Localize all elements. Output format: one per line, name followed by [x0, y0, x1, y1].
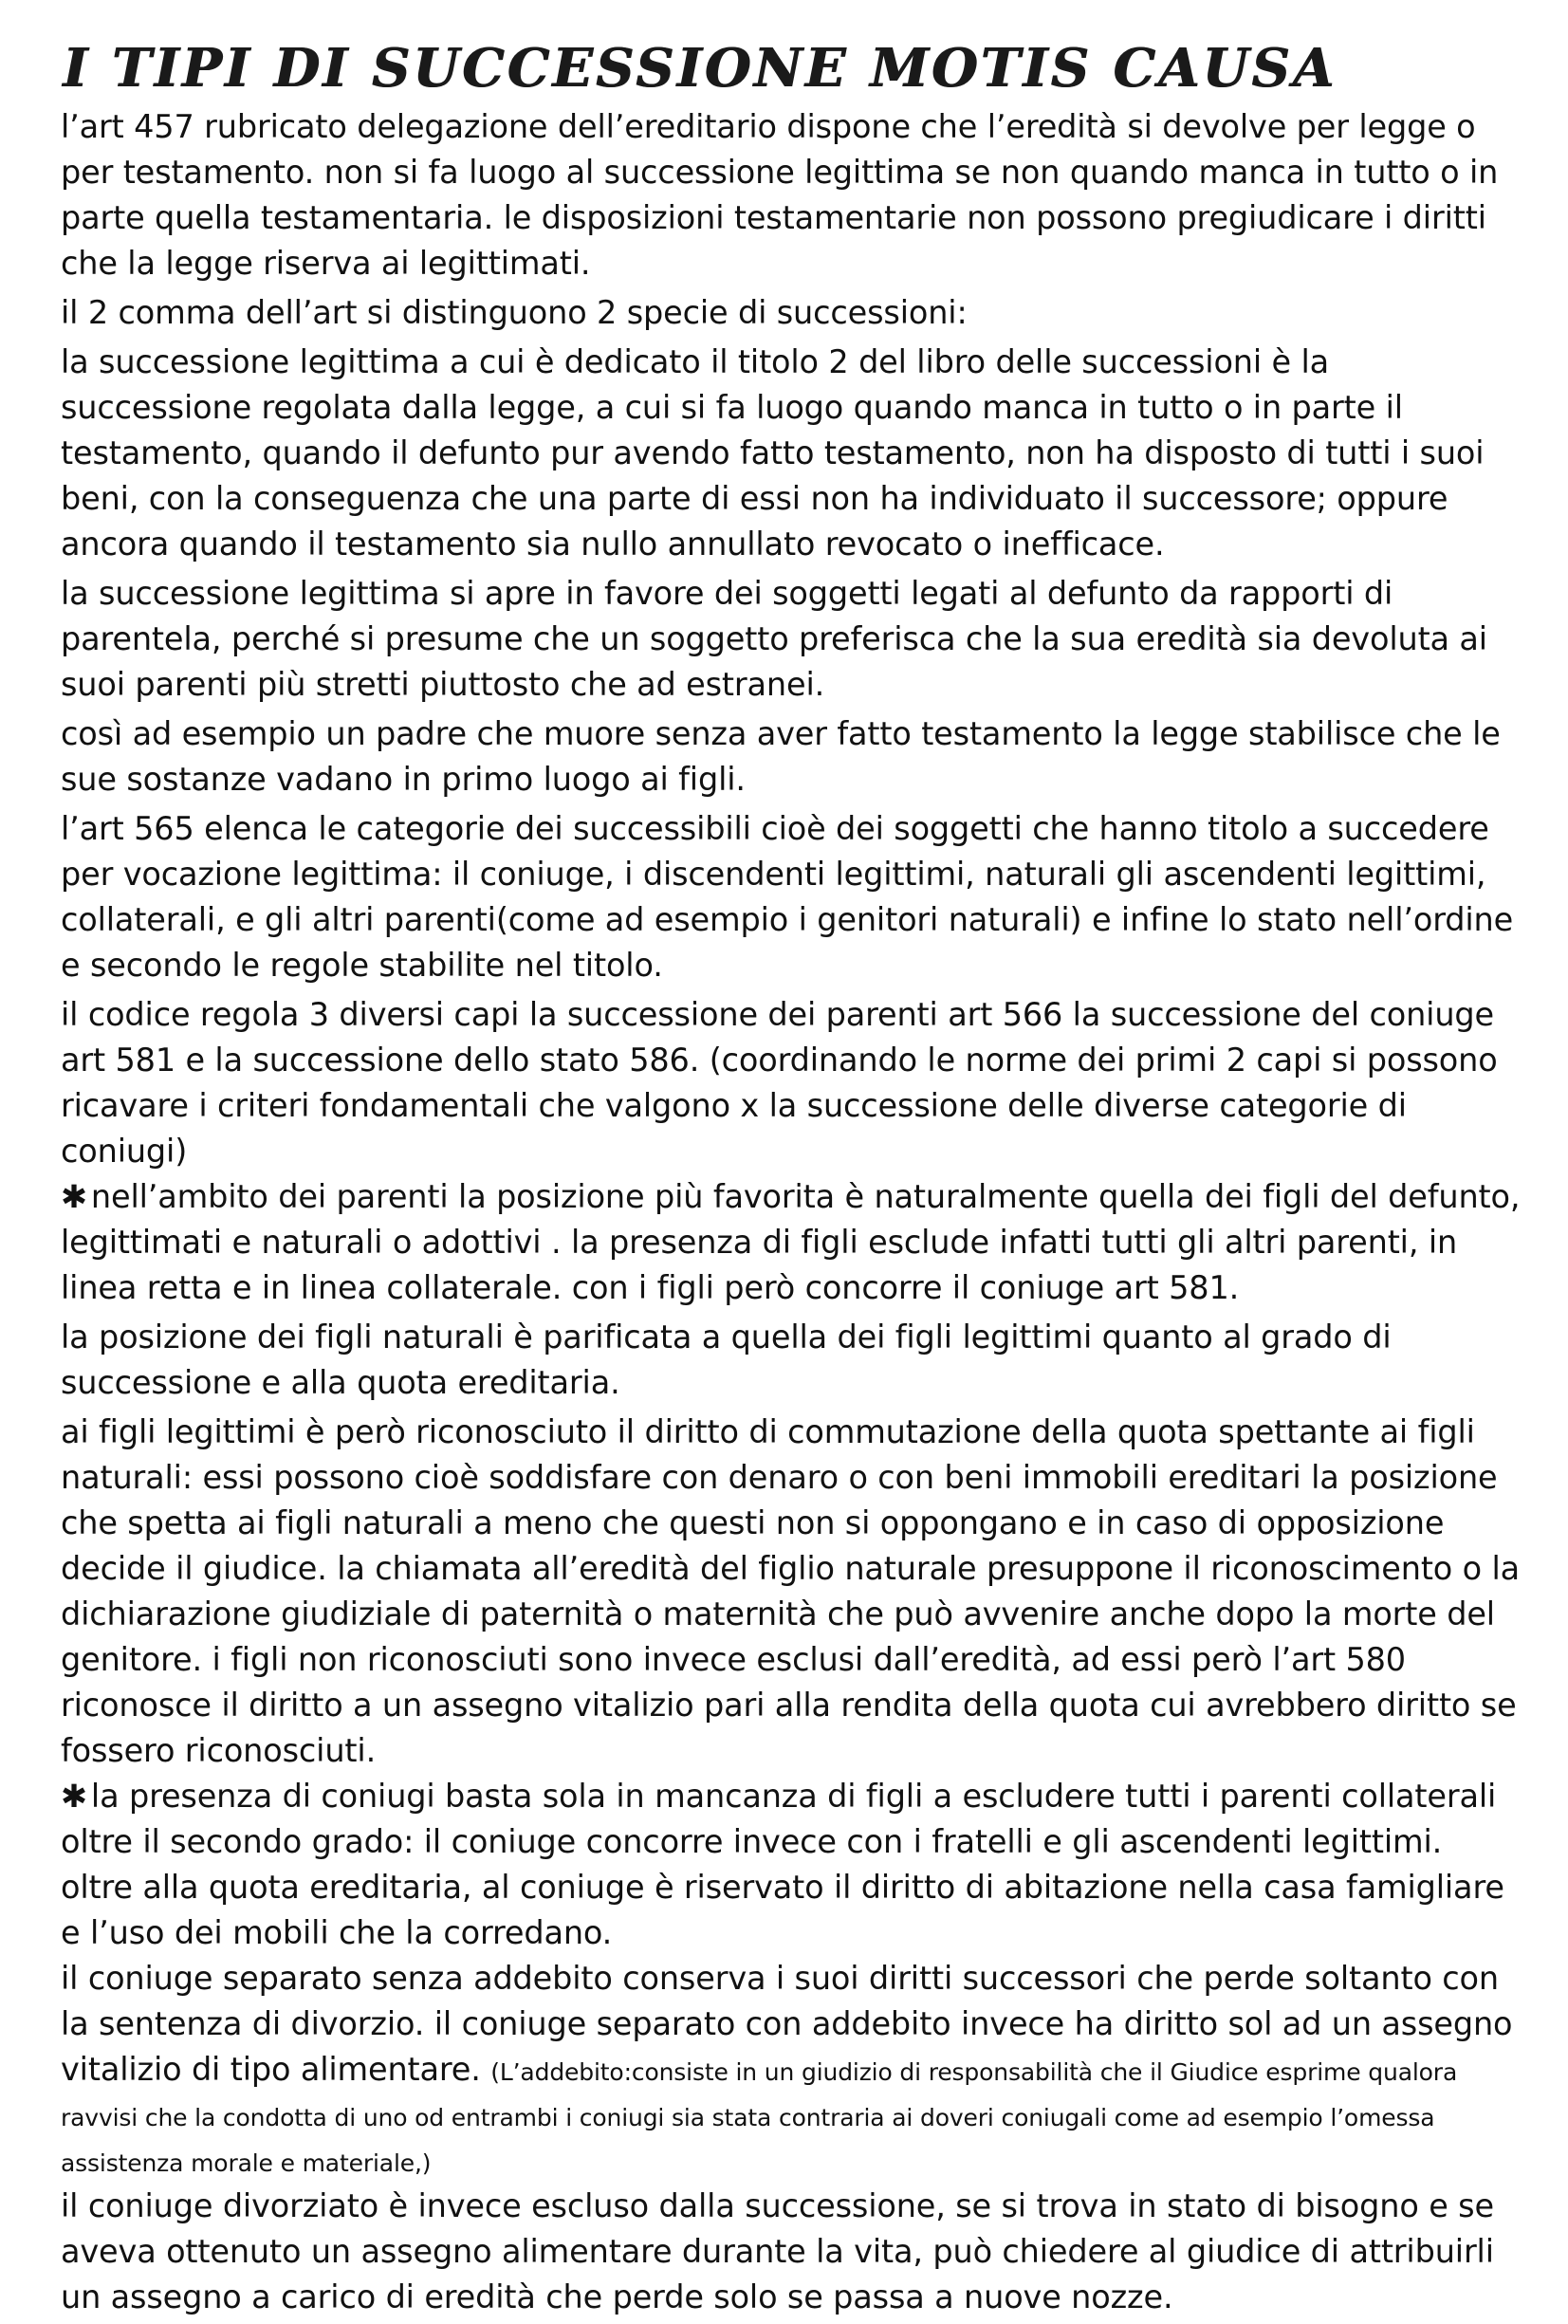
bullet-figli	[61, 1174, 1522, 1311]
paragraph-esempio-padre: così ad esempio un padre che muore senza aver fatto testamento la legge stabilisce che le sue sostanze vadano in primo luogo ai figli.	[61, 715, 1501, 798]
paragraph-codice-capi: il codice regola 3 diversi capi la successione dei parenti art 566 la successione del coniuge art 581 e la successione dello stato 586. (coordinando le norme dei primi 2 capi si possono ricavare i criteri fondamentali che valgono x la successione delle diverse categorie di coniugi)	[61, 996, 1498, 1170]
addebito-note: (L’addebito:consiste in un giudizio di responsabilità che il Giudice esprime qualora ravvisi che la condotta di uno od entrambi i coniugi sia stata contraria ai doveri coniugali come ad esempio l’omessa assistenza morale e materiale,)	[61, 2058, 1458, 2177]
paragraph-parentela: la successione legittima si apre in favore dei soggetti legati al defunto da rapporti di parentela, perché si presume che un soggetto preferisca che la sua eredità sia devoluta ai suoi parenti più stretti piuttosto che ad estranei.	[61, 575, 1487, 703]
document-title: I TIPI DI SUCCESSIONE MOTIS CAUSA	[63, 37, 1337, 100]
paragraph-figli-naturali: la posizione dei figli naturali è parificata a quella dei figli legittimi quanto al grado di successione e alla quota ereditaria.	[61, 1319, 1392, 1401]
separato-text: il coniuge separato senza addebito conserva i suoi diritti successori che perde soltanto con la sentenza di divorzio. il coniuge separato con addebito invece ha diritto sol ad un assegno vitalizio di tipo alimentare.	[61, 1960, 1513, 2088]
bullet-coniugi-text: la presenza di coniugi basta sola in mancanza di figli a escludere tutti i parenti collaterali oltre il secondo grado: il coniuge concorre invece con i fratelli e gli ascendenti legittimi. oltre alla quota ereditaria, al coniuge è riservato il diritto di abitazione nella casa famigliare e l’uso dei mobili che la corredano.	[61, 1778, 1504, 1951]
asterisk-bullet-icon: ✱	[61, 1778, 87, 1815]
paragraph-two-species: il 2 comma dell’art si distinguono 2 specie di successioni:	[61, 294, 968, 331]
paragraph-commutazione: ai figli legittimi è però riconosciuto il diritto di commutazione della quota spettante ai figli naturali: essi possono cioè soddisfare con denaro o con beni immobili ereditari la posizione che spetta ai figli naturali a meno che questi non si oppongano e in caso di opposizione decide il giudice. la chiamata all’eredità del figlio naturale presuppone il riconoscimento o la dichiarazione giudiziale di paternità o maternità che può avvenire anche dopo la morte del genitore. i figli non riconosciuti sono invece esclusi dall’eredità, ad essi però l’art 580 riconosce il diritto a un assegno vitalizio pari alla rendita della quota cui avrebbero diritto se fossero riconosciuti.	[61, 1413, 1521, 1769]
bullet-figli-text: nell’ambito dei parenti la posizione più favorita è naturalmente quella dei figli del defunto, legittimati e naturali o adottivi . la presenza di figli esclude infatti tutti gli altri parenti, in linea retta e in linea collaterale. con i figli però concorre il coniuge art 581.	[61, 1178, 1521, 1306]
bullet-coniugi	[61, 1774, 1522, 1956]
paragraph-art-565: l’art 565 elenca le categorie dei successibili cioè dei soggetti che hanno titolo a succedere per vocazione legittima: il coniuge, i discendenti legittimi, naturali gli ascendenti legittimi, collaterali, e gli altri parenti(come ad esempio i genitori naturali) e infine lo stato nell’ordine e secondo le regole stabilite nel titolo.	[61, 810, 1514, 984]
document-page	[61, 34, 1522, 2324]
paragraph-coniuge-separato	[61, 1956, 1522, 2184]
asterisk-bullet-icon: ✱	[61, 1178, 87, 1215]
paragraph-art-457: l’art 457 rubricato delegazione dell’ereditario dispone che l’eredità si devolve per legge o per testamento. non si fa luogo al successione legittima se non quando manca in tutto o in parte quella testamentaria. le disposizioni testamentarie non possono pregiudicare i diritti che la legge riserva ai legittimati.	[61, 108, 1499, 282]
paragraph-coniuge-divorziato: il coniuge divorziato è invece escluso dalla successione, se si trova in stato di bisogno e se aveva ottenuto un assegno alimentare durante la vita, può chiedere al giudice di attribuirli un assegno a carico di eredità che perde solo se passa a nuove nozze.	[61, 2187, 1494, 2315]
paragraph-successione-legittima: la successione legittima a cui è dedicato il titolo 2 del libro delle successioni è la successione regolata dalla legge, a cui si fa luogo quando manca in tutto o in parte il testamento, quando il defunto pur avendo fatto testamento, non ha disposto di tutti i suoi beni, con la conseguenza che una parte di essi non ha individuato il successore; oppure ancora quando il testamento sia nullo annullato revocato o inefficace.	[61, 343, 1485, 563]
